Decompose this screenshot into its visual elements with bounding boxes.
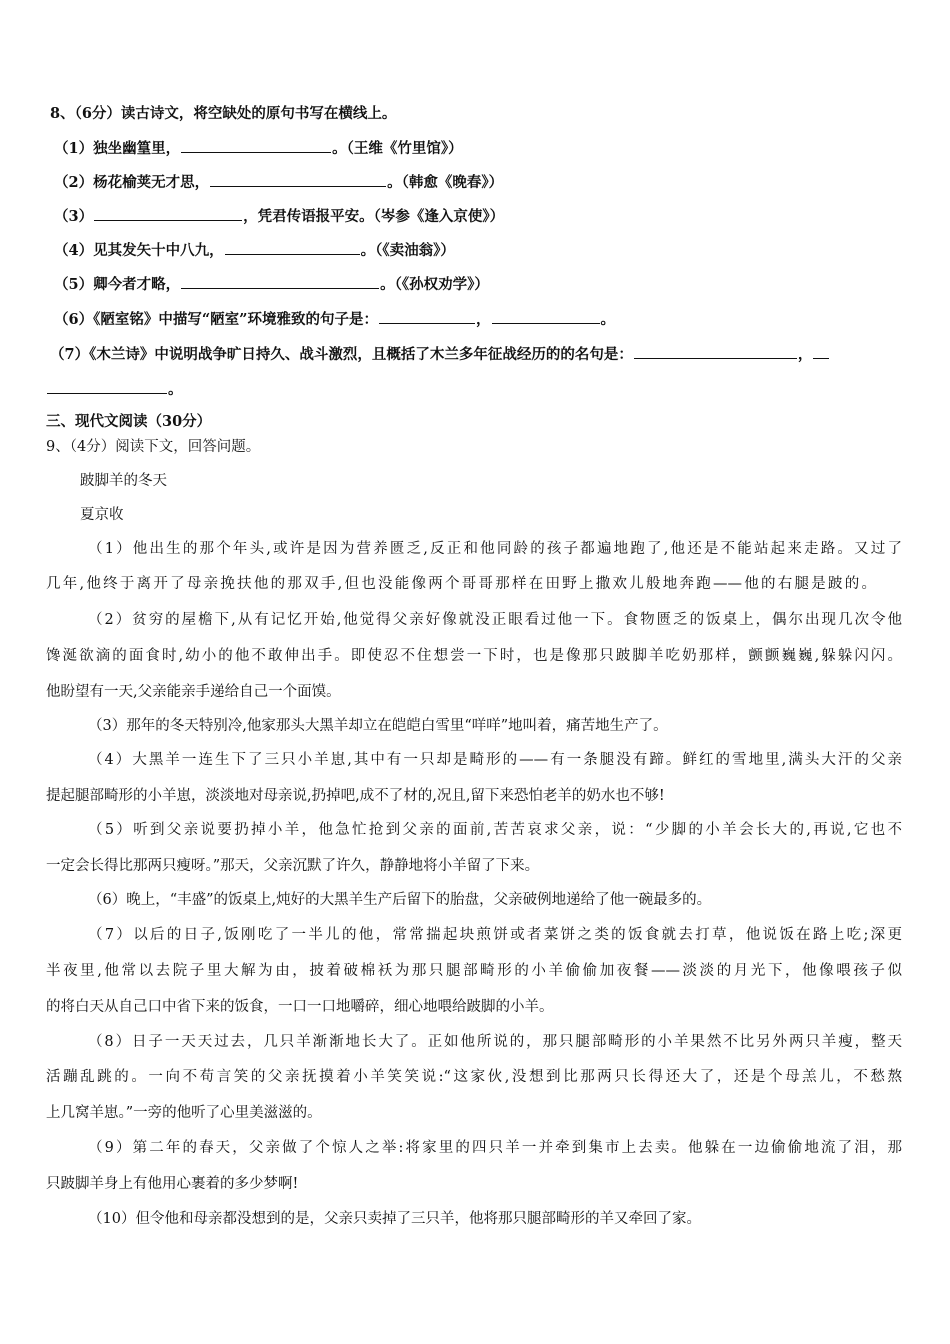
answer-blank[interactable] <box>379 308 475 324</box>
q8-item-7-mid: ， <box>797 346 813 363</box>
article-line: 一定会长得比那两只瘦呀。”那天，父亲沉默了许久，静静地将小羊留了下来。 <box>46 858 540 874</box>
article-line: 半夜里,他常以去院子里大解为由，披着破棉袄为那只腿部畸形的小羊偷偷加夜餐——淡淡的月光下，他像喂孩子似 <box>46 963 902 979</box>
q8-item-1 <box>54 137 950 159</box>
q8-item-7-post: 。 <box>168 381 183 398</box>
q8-item-6-post: 。 <box>600 311 616 328</box>
answer-blank[interactable] <box>225 239 360 255</box>
article-line: 几年,他终于离开了母亲挽扶他的那双手,但也没能像两个哥哥那样在田野上撒欢儿般地奔跑——他的右腿是跛的。 <box>46 576 876 592</box>
answer-blank[interactable] <box>47 378 167 394</box>
q8-item-7-pre: （7）《木兰诗》中说明战争旷日持久、战斗激烈，且概括了木兰多年征战经历的的名句是： <box>50 346 633 363</box>
q8-item-3-pre: （3） <box>54 208 94 225</box>
article-line: （9）第二年的春天，父亲做了个惊人之举:将家里的四只羊一并牵到集市上去卖。他躲在一边偷偷地流了泪，那 <box>88 1140 902 1156</box>
question-9-header: 9、（4分）阅读下文，回答问题。 <box>46 439 261 455</box>
article-title: 跛脚羊的冬天 <box>80 473 167 489</box>
article-line: 提起腿部畸形的小羊崽，淡淡地对母亲说,扔掉吧,成不了材的,况且,留下来恐怕老羊的奶水也不够! <box>46 788 665 804</box>
q8-item-5-post: 。（《孙权劝学》） <box>380 276 489 293</box>
q8-item-6-pre: （6）《陋室铭》中描写“陋室”环境雅致的句子是： <box>54 311 379 328</box>
article-line: （2）贫穷的屋檐下,从有记忆开始,他觉得父亲好像就没正眼看过他一下。食物匮乏的饭桌上，偶尔出现几次令他 <box>88 612 902 628</box>
article-line: （4）大黑羊一连生下了三只小羊崽,其中有一只却是畸形的——有一条腿没有蹄。鲜红的雪地里,满头大汗的父亲 <box>88 752 902 768</box>
q8-item-4 <box>54 239 950 261</box>
q8-item-4-pre: （4）见其发矢十中八九， <box>54 242 224 259</box>
q8-item-6-mid: ， <box>476 311 491 328</box>
q8-item-2 <box>54 171 950 193</box>
article-line: 上几窝羊崽。”一旁的他听了心里美滋滋的。 <box>46 1105 322 1121</box>
answer-blank[interactable] <box>492 308 600 324</box>
article-line: 只跛脚羊身上有他用心裹着的多少梦啊! <box>46 1176 299 1192</box>
article-line: 的将白天从自己口中省下来的饭食，一口一口地嚼碎，细心地喂给跛脚的小羊。 <box>46 999 554 1015</box>
section-3-title: 三、现代文阅读（30分） <box>46 413 212 430</box>
q8-item-6 <box>54 308 950 330</box>
article-line: （5）听到父亲说要扔掉小羊，他急忙抢到父亲的面前,苦苦哀求父亲，说：“少脚的小羊会长大的,再说,它也不 <box>88 822 902 838</box>
answer-blank[interactable] <box>181 137 331 153</box>
article-line: 他盼望有一天,父亲能亲手递给自己一个面馍。 <box>46 684 341 700</box>
article-line: （8）日子一天天过去，几只羊渐渐地长大了。正如他所说的，那只腿部畸形的小羊果然不比另外两只羊瘦，整天 <box>88 1034 902 1050</box>
q8-item-7 <box>50 343 950 365</box>
question-8-header: 8、（6分）读古诗文，将空缺处的原句书写在横线上。 <box>50 105 397 122</box>
article-line: （1）他出生的那个年头,或许是因为营养匮乏,反正和他同龄的孩子都遍地跑了,他还是不能站起来走路。又过了 <box>88 541 902 557</box>
article-line: （3）那年的冬天特别冷,他家那头大黑羊却立在皑皑白雪里“咩咩”地叫着，痛苦地生产了。 <box>88 718 668 734</box>
article-line: （10）但令他和母亲都没想到的是，父亲只卖掉了三只羊，他将那只腿部畸形的羊又牵回了家。 <box>88 1211 701 1227</box>
q8-item-2-pre: （2）杨花榆荚无才思， <box>54 174 210 191</box>
q8-item-1-pre: （1）独坐幽篁里， <box>54 140 181 157</box>
answer-blank[interactable] <box>181 273 379 289</box>
q8-item-5 <box>54 273 950 295</box>
q8-item-3-post: ，凭君传语报平安。（岑参《逢入京使》） <box>243 208 505 225</box>
answer-blank[interactable] <box>813 343 829 359</box>
q8-item-1-post: 。（王维《竹里馆》） <box>332 140 463 157</box>
q8-item-3 <box>54 205 950 227</box>
article-line: （6）晚上，“丰盛”的饭桌上,炖好的大黑羊生产后留下的胎盘，父亲破例地递给了他一碗最多的。 <box>88 892 712 908</box>
answer-blank[interactable] <box>634 343 797 359</box>
q8-item-5-pre: （5）卿今者才略， <box>54 276 181 293</box>
article-line: （7）以后的日子,饭刚吃了一半儿的他，常常揣起块煎饼或者菜饼之类的饭食就去打草，他说饭在路上吃;深更 <box>88 927 902 943</box>
article-line: 活蹦乱跳的。一向不苟言笑的父亲抚摸着小羊笑笑说:“这家伙,没想到比那两只长得还大了，还是个母羔儿，不愁熬 <box>46 1069 902 1085</box>
answer-blank[interactable] <box>210 171 386 187</box>
answer-blank[interactable] <box>94 205 242 221</box>
article-author: 夏京收 <box>80 507 124 523</box>
q8-item-7-cont <box>46 378 950 400</box>
q8-item-2-post: 。（韩愈《晚春》） <box>387 174 504 191</box>
article-line: 馋涎欲滴的面食时,幼小的他不敢伸出手。即使忍不住想尝一下时，也是像那只跛脚羊吃奶那样，颤颤巍巍,躲躲闪闪。 <box>46 648 902 664</box>
q8-item-4-post: 。（《卖油翁》） <box>360 242 455 259</box>
